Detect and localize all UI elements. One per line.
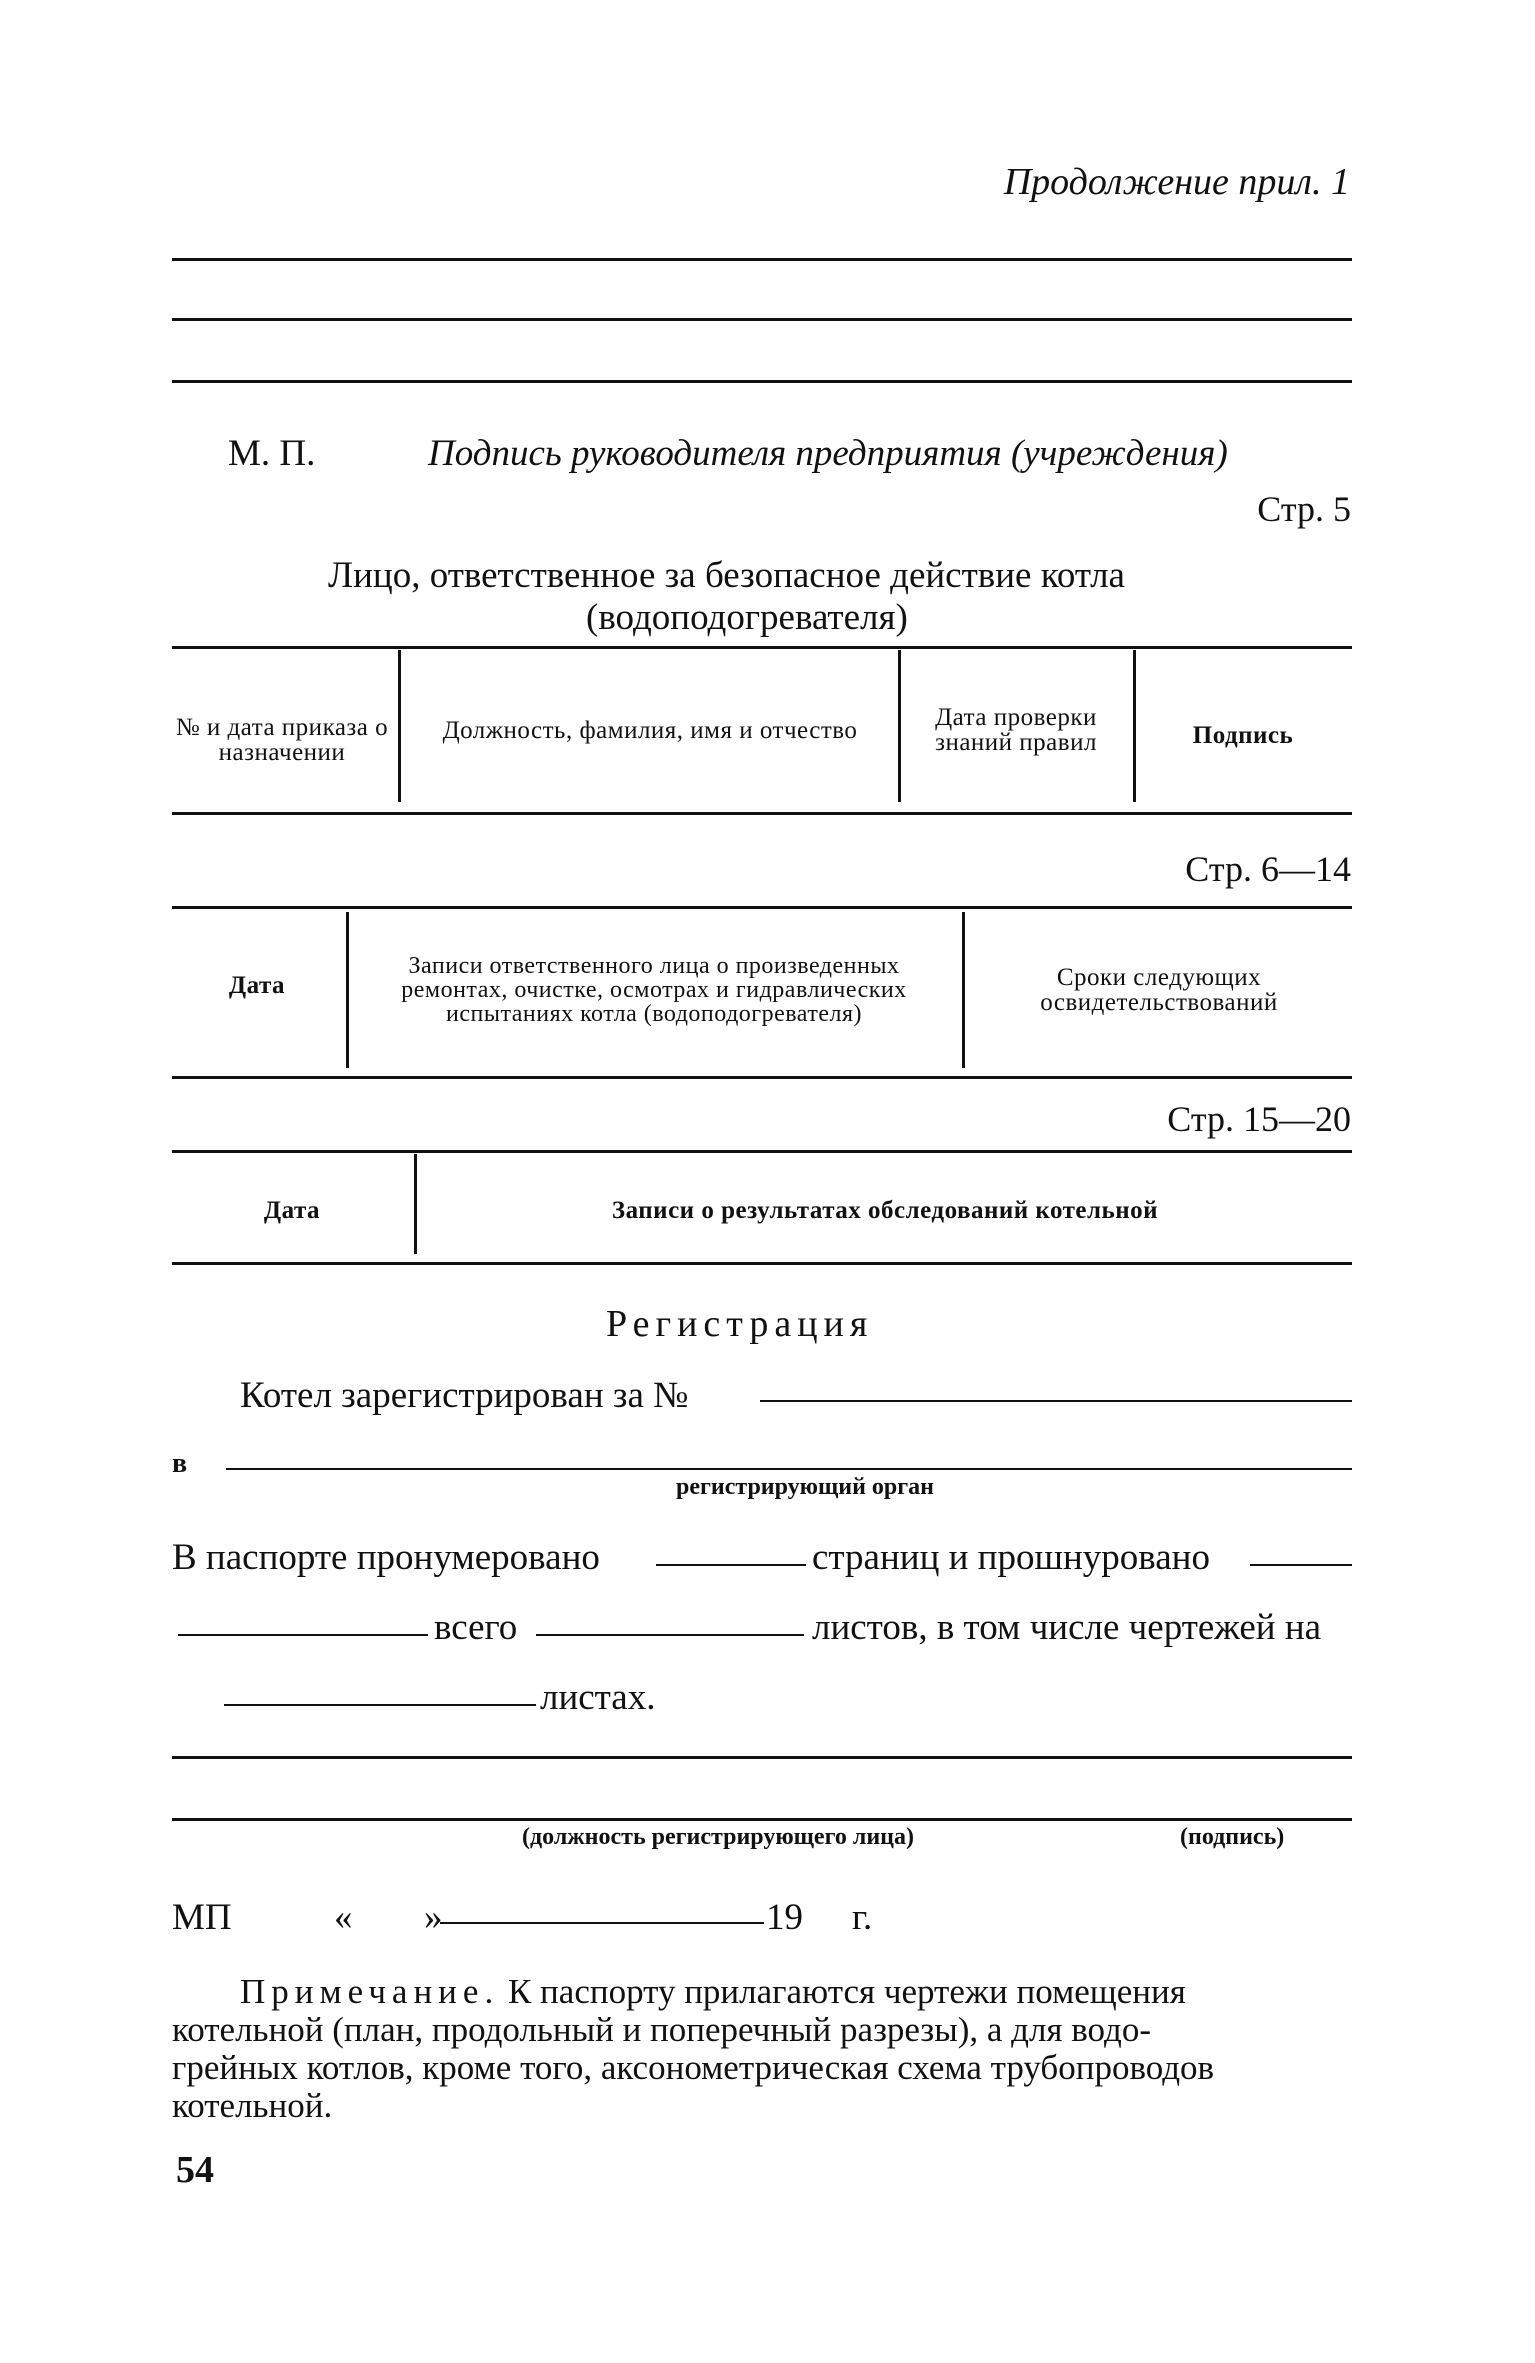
blank-line	[172, 380, 1352, 383]
blank-line	[172, 258, 1352, 261]
quote-close: »	[424, 1897, 443, 1938]
note-line-4: котельной.	[172, 2086, 333, 2125]
note-label: Примечание.	[240, 1972, 500, 2011]
in-prefix: в	[172, 1448, 188, 1479]
registration-number-line	[760, 1400, 1352, 1402]
column-header-date: Дата	[263, 1196, 321, 1224]
note-line-2: котельной (план, продольный и поперечный разрезы), а для водо-	[172, 2010, 1152, 2049]
column-header-next-inspections: Сроки следующих освидетельствований	[1040, 964, 1278, 1016]
table-divider	[1133, 650, 1136, 802]
year-suffix: г.	[852, 1897, 873, 1938]
quote-open: «	[334, 1897, 353, 1938]
stamp-label: М. П.	[228, 433, 316, 474]
position-caption: (должность регистрирующего лица)	[522, 1824, 914, 1850]
column-header-position-name: Должность, фамилия, имя и отчество	[442, 716, 858, 744]
table-bottom-rule	[172, 1262, 1352, 1265]
passport-numbered-label: В паспорте пронумеровано	[172, 1537, 600, 1578]
column-header-date: Дата	[228, 971, 286, 999]
total-label: всего	[434, 1607, 518, 1648]
note-line-3: грейных котлов, кроме того, аксонометрическая схема трубопроводов	[172, 2048, 1215, 2087]
table-bottom-rule	[172, 812, 1352, 815]
drawing-sheets-line	[224, 1704, 536, 1706]
page5-title-line2: (водоподогревателя)	[586, 597, 908, 638]
table-top-rule	[172, 906, 1352, 909]
table-divider	[962, 912, 965, 1068]
note-line-1	[240, 1972, 1186, 2012]
year-prefix: 19	[766, 1897, 803, 1938]
director-signature-caption: Подпись руководителя предприятия (учреждения)	[428, 433, 1228, 474]
pages-count-line	[656, 1564, 806, 1566]
signature-caption: (подпись)	[1180, 1824, 1285, 1850]
page-ref-5: Стр. 5	[1257, 489, 1351, 529]
page5-title-line1: Лицо, ответственное за безопасное действие котла	[328, 555, 1125, 596]
registering-body-line	[226, 1468, 1352, 1470]
sheets-drawings-label: листов, в том числе чертежей на	[812, 1607, 1322, 1648]
table-divider	[414, 1154, 417, 1254]
page-number: 54	[176, 2149, 214, 2191]
column-header-signature: Подпись	[1192, 721, 1294, 749]
date-line	[440, 1922, 764, 1924]
stamp-mp: МП	[172, 1897, 232, 1938]
blank-line	[172, 1818, 1352, 1821]
registering-body-caption: регистрирующий орган	[676, 1474, 934, 1500]
column-header-order: № и дата приказа о назначении	[175, 714, 389, 766]
table-bottom-rule	[172, 1076, 1352, 1079]
registered-under-label: Котел зарегистрирован за №	[240, 1375, 689, 1416]
page-ref-6-14: Стр. 6—14	[1185, 849, 1351, 889]
continuation-header: Продолжение прил. 1	[1003, 161, 1350, 203]
page-ref-15-20: Стр. 15—20	[1167, 1099, 1351, 1139]
registration-title: Регистрация	[606, 1303, 874, 1345]
total-prefix-line	[178, 1634, 428, 1636]
table-top-rule	[172, 1150, 1352, 1153]
blank-line	[172, 1756, 1352, 1759]
note-text: К паспорту прилагаются чертежи помещения	[507, 1972, 1186, 2011]
table-divider	[898, 650, 901, 802]
table-divider	[398, 650, 401, 802]
on-sheets-label: листах.	[540, 1677, 656, 1718]
column-header-survey-records: Записи о результатах обследований котельной	[611, 1196, 1159, 1224]
pages-and-laced-label: страниц и прошнуровано	[812, 1537, 1210, 1578]
blank-line	[172, 318, 1352, 321]
table-top-rule	[172, 646, 1352, 649]
total-count-line	[536, 1634, 804, 1636]
column-header-maintenance-records: Записи ответственного лица о произведенных ремонтах, очистке, осмотрах и гидравлических испытаниях котла (водоподогревателя)	[401, 953, 907, 1027]
laced-line	[1250, 1564, 1352, 1566]
table-divider	[346, 912, 349, 1068]
column-header-knowledge-check: Дата проверки знаний правил	[935, 704, 1097, 756]
